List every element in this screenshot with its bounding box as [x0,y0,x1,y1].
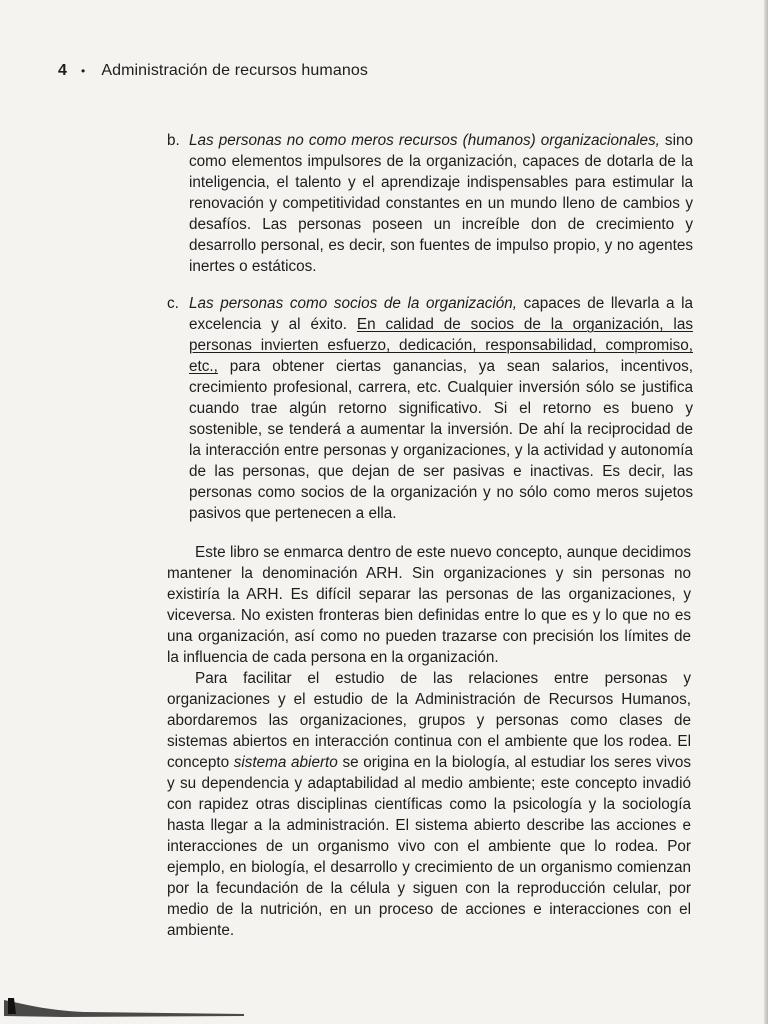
page-number: 4 [58,62,67,79]
header-bullet: • [81,64,86,78]
body-text [167,542,691,941]
list-lead-b: Las personas no como meros recursos (humanos) organizacionales, [189,132,660,149]
underlined-passage: En calidad de socios de la organización, las personas invierten esfuerzo, dedicación, responsabilidad, compromiso, etc., [189,316,693,375]
chapter-title: Administración de recursos humanos [101,62,368,79]
page-edge-shadow [764,0,768,1024]
list-mid-c: capaces de llevarla a la excelencia y al éxito. [189,295,693,333]
paragraph-2-start: Para facilitar el estudio de las relaciones entre personas y organizaciones y el estudio de la Administración de Recursos Humanos, abordaremos las organizaciones, grupos y personas como clases de sistemas abiertos en interacción continua con el ambiente que los rodea. El concepto [167,670,691,771]
enumerated-list [167,130,693,540]
list-marker-b: b. [167,132,180,149]
running-header [58,62,368,80]
list-rest-b: sino como elementos impulsores de la organización, capaces de dotarla de la inteligencia, el talento y el aprendizaje indispensables para estimular la renovación y competitividad constantes en un mundo lleno de cambios y desafíos. Las personas poseen un increíble don de crecimiento y desarrollo personal, es decir, son fuentes de impulso propio, y no agentes inertes o estáticos. [189,132,693,275]
term-sistema-abierto: sistema abierto [233,754,338,771]
list-item-c [167,293,693,524]
list-item-b [167,130,693,277]
paragraph-2-end: se origina en la biología, al estudiar los seres vivos y su dependencia y adaptabilidad al medio ambiente; este concepto invadió con rapidez otras disciplinas científicas como la psicología y la sociología hasta llegar a la administración. El sistema abierto describe las acciones e interacciones de un organismo vivo con el ambiente que lo rodea. Por ejemplo, en biología, el desarrollo y crecimiento de un organismo comienzan por la fecundación de la célula y siguen con la reproducción celular, por medio de la nutrición, en un proceso de acciones e interacciones con el ambiente. [167,754,692,939]
list-text-b [189,130,693,277]
list-marker-c: c. [167,295,179,312]
list-text-c [189,293,693,524]
list-lead-c: Las personas como socios de la organización, [189,295,518,312]
paragraph-2 [167,668,691,941]
paragraph-1: Este libro se enmarca dentro de este nuevo concepto, aunque decidimos mantener la denominación ARH. Sin organizaciones y sin personas no existiría la ARH. Es difícil separar las personas de las organizaciones, y viceversa. No existen fronteras bien definidas entre lo que es y lo que no es una organización, así como no pueden trazarse con precisión los límites de la influencia de cada persona en la organización. [167,544,691,666]
list-rest-c: para obtener ciertas ganancias, ya sean salarios, incentivos, crecimiento profesional, carrera, etc. Cualquier inversión sólo se justifica cuando trae algún retorno significativo. Si el retorno es bueno y sostenible, se tenderá a aumentar la inversión. De ahí la reciprocidad de la interacción entre personas y organizaciones, y la actividad y autonomía de las personas, que dejan de ser pasivas e inactivas. Es decir, las personas como socios de la organización y no sólo como meros sujetos pasivos que pertenecen a ella. [189,358,693,522]
scan-smudge [4,996,244,1018]
